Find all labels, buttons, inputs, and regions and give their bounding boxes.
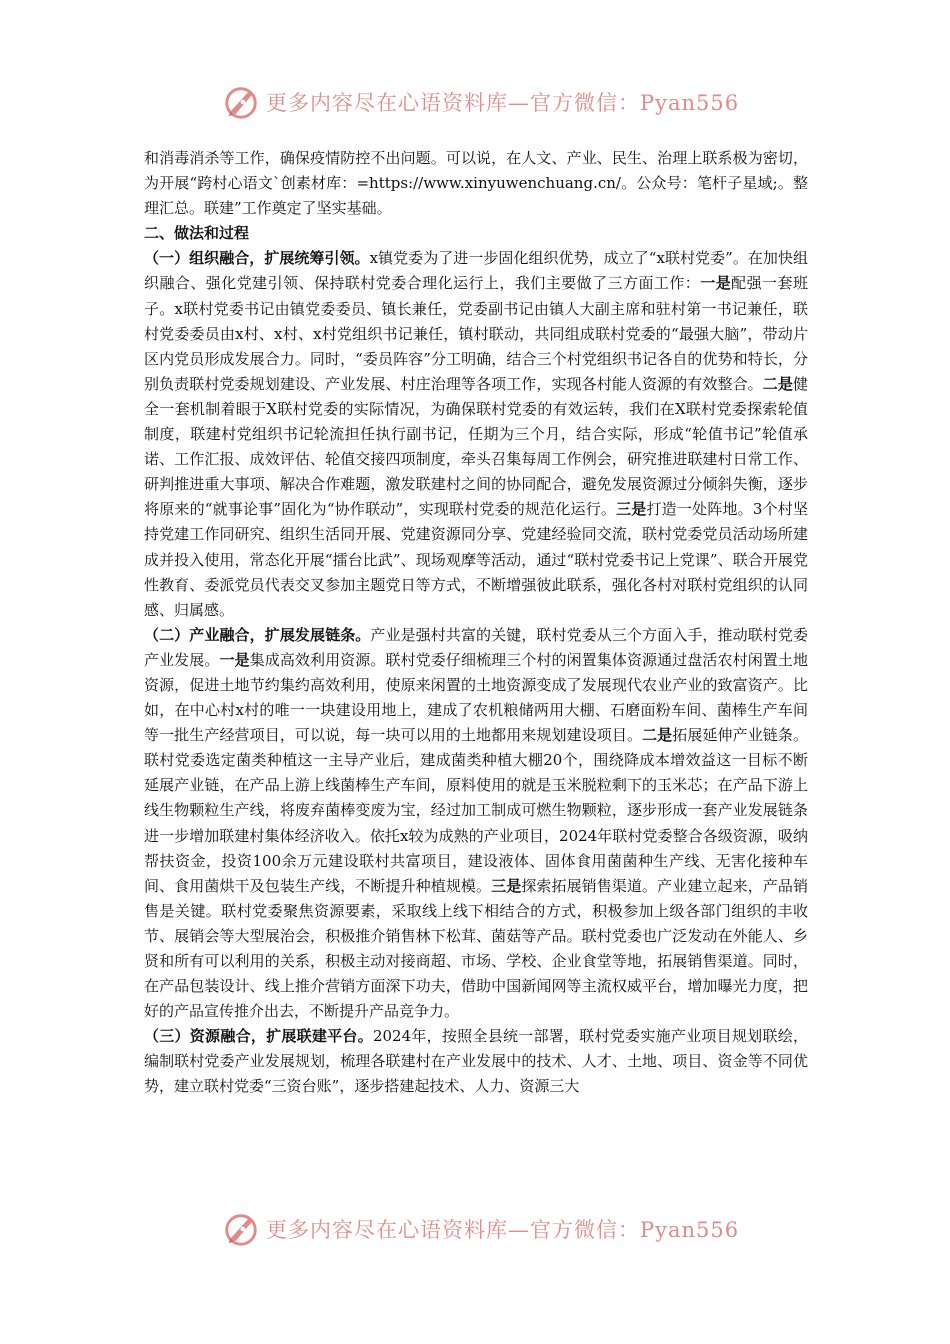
pen-logo-icon [222,1210,260,1248]
section-2-keyword-3: 三是 [491,876,522,895]
watermark-footer [222,1209,742,1249]
section-1-text-1: x镇党委为了进一步固化组织优势，成立了“x联村党委”。在加快组织融合、强化党建引领、保持联村党委合理化运行上，我们主要做了三方面工作： [144,249,808,293]
pen-logo-icon [222,83,260,121]
watermark-header [222,82,742,122]
section-1-title: （一）组织融合，扩展统筹引领。 [144,249,370,268]
section-1-keyword-1: 一是 [700,274,732,293]
section-2-title: （二）产业融合，扩展发展链条。 [144,625,371,644]
section-1-keyword-2: 二是 [762,374,793,393]
watermark-text: 更多内容尽在心语资料库—官方微信：Pyan556 [266,91,740,115]
section-2-text-1: 产业是强村共富的关键，联村党委从三个方面入手，推动联村党委产业发展。 [144,625,808,669]
section-1-text-4: 打造一处阵地。3个村坚持党建工作同研究、组织生活同开展、党建资源同分享、党建经验同交流，联村党委党员活动场所建成并投入使用，常态化开展“擂台比武”、现场观摩等活动，通过“联村党委书记上党课”、联合开展党性教育、委派党员代表交叉参加主题党日等方式，不断增强彼此联系，强化各村对联村党组织的认同感、归属感。 [144,500,808,619]
section-2-text-4: 探索拓展销售渠道。产业建立起来，产品销售是关键。联村党委聚焦资源要素，采取线上线下相结合的方式，积极参加上级各部门组织的丰收节、展销会等大型展治会，积极推介销售林下松茸、菌菇等产品。联村党委也广泛发动在外能人、乡贤和所有可以利用的关系，积极主动对接商超、市场、学校、企业食堂等地，拓展销售渠道。同时，在产品包装设计、线上推介营销方面深下功夫，借助中国新闻网等主流权威平台，增加曝光力度，把好的产品宣传推介出去，不断提升产品竞争力。 [144,876,808,1021]
document-body [144,146,808,1100]
section-heading: 二、做法和过程 [144,224,250,243]
section-3-title: （三）资源融合，扩展联建平台。 [144,1027,373,1046]
section-2-paragraph [144,623,808,1025]
section-2-text-2: 集成高效利用资源。联村党委仔细梳理三个村的闲置集体资源通过盘活农村闲置土地资源，促进土地节约集约高效利用，使原来闲置的土地资源变成了发展现代农业产业的致富资产。比如，在中心村x村的唯一一块建设用地上，建成了农机粮储两用大棚、石磨面粉车间、菌棒生产车间等一批生产经营项目，可以说，每一块可以用的土地都用来规划建设项目。 [144,650,808,745]
intro-paragraph: 和消毒消杀等工作，确保疫情防控不出问题。可以说，在人文、产业、民生、治理上联系极为密切，为开展“跨村心语文`创素材库：=https://www.xinyuwenchuang.cn/。公众号：笔杆子星域;。整理汇总。联建”工作奠定了坚实基础。 [144,149,808,218]
section-1-keyword-3: 三是 [616,500,647,519]
section-2-keyword-1: 一是 [219,650,250,669]
section-1-paragraph [144,246,808,622]
section-2-keyword-2: 二是 [642,726,673,745]
section-3-paragraph [144,1024,808,1099]
section-2-text-3: 拓展延伸产业链条。联村党委选定菌类种植这一主导产业后，建成菌类种植大棚20个，围绕降成本增效益这一目标不断延展产业链，在产品上游上线菌棒生产车间，原料使用的就是玉米脱粒剩下的玉米芯；在产品下游上线生物颗粒生产线，将废弃菌棒变废为宝，经过加工制成可燃生物颗粒，逐步形成一套产业发展链条进一步增加联建村集体经济收入。依托x较为成熟的产业项目，2024年联村党委整合各级资源，吸纳帮扶资金，投资100余万元建设联村共富项目，建设液体、固体食用菌菌种生产线、无害化接种车间、食用菌烘干及包装生产线，不断提升种植规模。 [144,726,808,895]
section-3-text-1: 2024年，按照全县统一部署，联村党委实施产业项目规划联绘，编制联村党委产业发展规划，梳理各联建村在产业发展中的技术、人才、土地、项目、资金等不同优势，建立联村党委“三资台账”，逐步搭建起技术、人力、资源三大 [144,1027,808,1096]
section-1-text-2: 配强一套班子。x联村党委书记由镇党委委员、镇长兼任，党委副书记由镇人大副主席和驻村第一书记兼任，联村党委委员由x村、x村、x村党组织书记兼任，镇村联动，共同组成联村党委的“最强大脑”，带动片区内党员形成发展合力。同时，“委员阵容”分工明确，结合三个村党组织书记各自的优势和特长，分别负责联村党委规划建设、产业发展、村庄治理等各项工作，实现各村能人资源的有效整合。 [144,274,808,393]
section-1-text-3: 健全一套机制着眼于X联村党委的实际情况，为确保联村党委的有效运转，我们在X联村党委探索轮值制度，联建村党组织书记轮流担任执行副书记，任期为三个月，结合实际，形成“轮值书记”轮值承诺、工作汇报、成效评估、轮值交接四项制度，牵头召集每周工作例会，研究推进联建村日常工作、研判推进重大事项、解决合作难题，激发联建村之间的协同配合，避免发展资源过分倾斜失衡，逐步将原来的“就事论事”固化为“协作联动”，实现联村党委的规范化运行。 [144,374,808,519]
watermark-text: 更多内容尽在心语资料库—官方微信：Pyan556 [266,1218,740,1242]
